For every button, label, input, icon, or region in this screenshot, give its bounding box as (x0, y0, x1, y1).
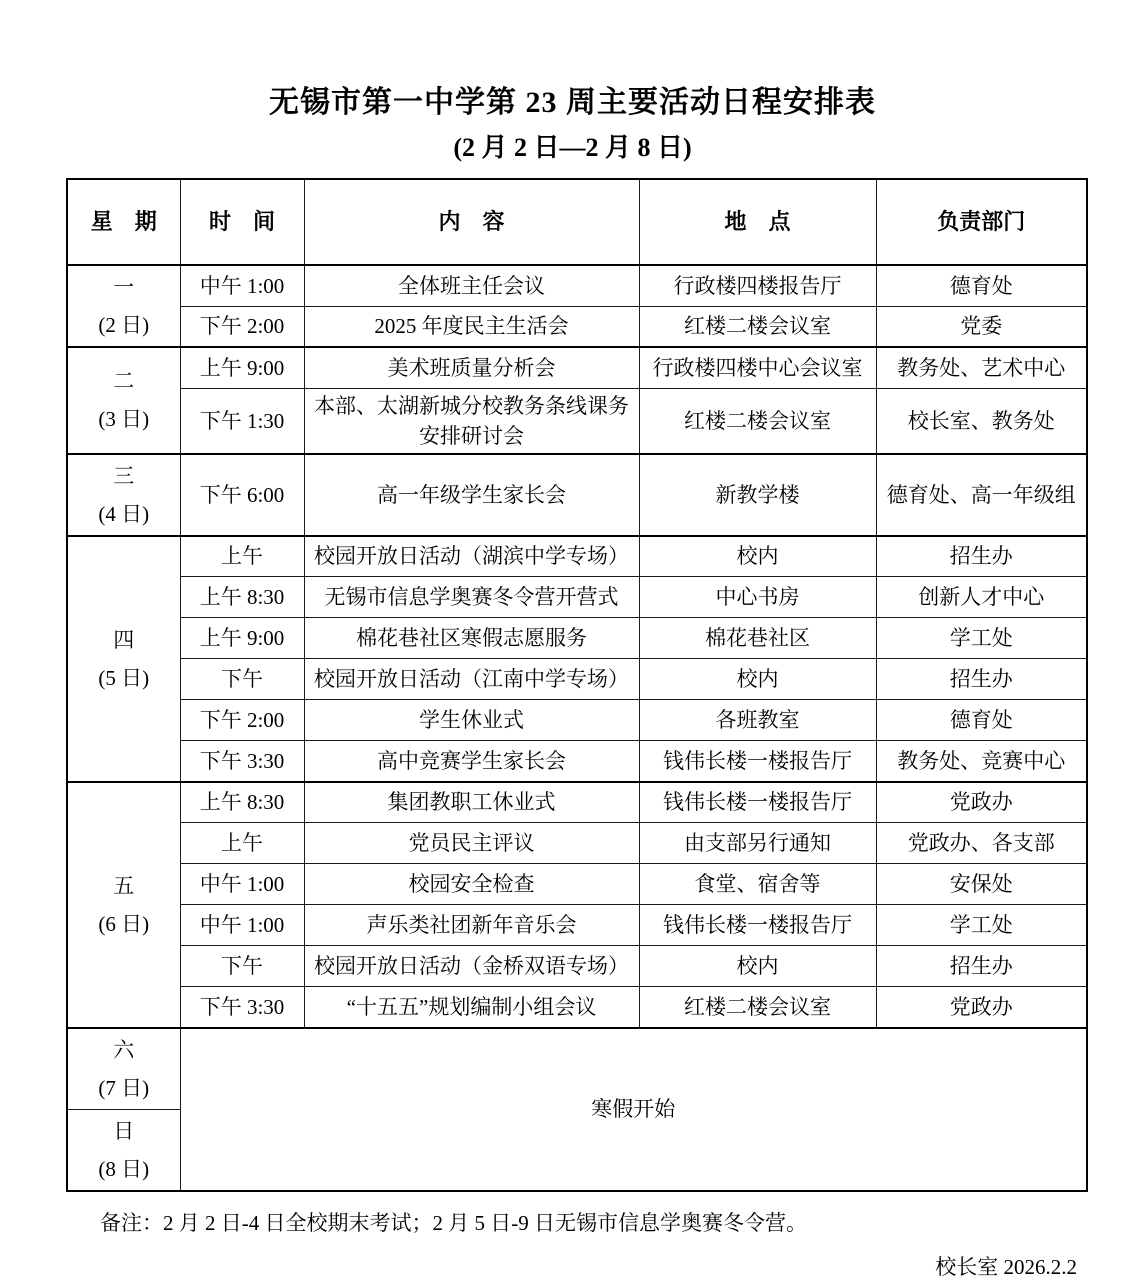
content-cell: 校园开放日活动（金桥双语专场） (304, 946, 639, 987)
department-cell: 德育处、高一年级组 (876, 454, 1087, 536)
content-cell: 集团教职工休业式 (304, 782, 639, 823)
schedule-row (67, 536, 1087, 577)
schedule-row (67, 347, 1087, 388)
schedule-row (67, 618, 1087, 659)
department-cell: 校长室、教务处 (876, 388, 1087, 454)
department-cell: 安保处 (876, 864, 1087, 905)
schedule-row (67, 306, 1087, 347)
day-cell (67, 1109, 180, 1191)
day-cell (67, 536, 180, 782)
department-cell: 招生办 (876, 946, 1087, 987)
department-cell: 德育处 (876, 700, 1087, 741)
day-cell (67, 265, 180, 347)
content-cell: 棉花巷社区寒假志愿服务 (304, 618, 639, 659)
content-cell: 学生休业式 (304, 700, 639, 741)
time-cell: 下午 (180, 946, 304, 987)
location-cell: 钱伟长楼一楼报告厅 (639, 905, 876, 946)
content-cell: 高一年级学生家长会 (304, 454, 639, 536)
day-name: 五 (113, 873, 135, 898)
day-date: (3 日) (98, 407, 150, 432)
content-cell: 无锡市信息学奥赛冬令营开营式 (304, 577, 639, 618)
schedule-row (67, 1028, 1087, 1110)
location-cell: 钱伟长楼一楼报告厅 (639, 782, 876, 823)
schedule-table-body (67, 265, 1087, 1191)
time-cell: 下午 1:30 (180, 388, 304, 454)
time-cell: 上午 9:00 (180, 347, 304, 388)
location-cell: 行政楼四楼中心会议室 (639, 347, 876, 388)
department-cell: 党委 (876, 306, 1087, 347)
department-cell: 党政办、各支部 (876, 823, 1087, 864)
time-cell: 中午 1:00 (180, 864, 304, 905)
schedule-row (67, 388, 1087, 454)
department-cell: 党政办 (876, 782, 1087, 823)
schedule-table-header (67, 179, 1087, 265)
time-cell: 中午 1:00 (180, 265, 304, 306)
time-cell: 下午 3:30 (180, 741, 304, 782)
content-cell: 校园开放日活动（江南中学专场） (304, 659, 639, 700)
content-cell: 校园安全检查 (304, 864, 639, 905)
location-cell: 新教学楼 (639, 454, 876, 536)
day-date: (8 日) (98, 1156, 150, 1181)
day-date: (6 日) (98, 911, 150, 936)
schedule-row (67, 782, 1087, 823)
department-cell: 学工处 (876, 905, 1087, 946)
page-title: 无锡市第一中学第 23 周主要活动日程安排表 (269, 86, 876, 119)
day-cell (67, 782, 180, 1028)
schedule-row (67, 700, 1087, 741)
department-cell: 学工处 (876, 618, 1087, 659)
content-cell: 声乐类社团新年音乐会 (304, 905, 639, 946)
day-name: 二 (113, 369, 135, 394)
location-cell: 由支部另行通知 (639, 823, 876, 864)
header-row (67, 179, 1087, 265)
time-cell: 下午 (180, 659, 304, 700)
col-header-content: 内 容 (304, 179, 639, 265)
location-cell: 校内 (639, 536, 876, 577)
day-cell (67, 454, 180, 536)
signature: 校长室 2026.2.2 (935, 1254, 1077, 1279)
time-cell: 上午 9:00 (180, 618, 304, 659)
location-cell: 红楼二楼会议室 (639, 306, 876, 347)
location-cell: 钱伟长楼一楼报告厅 (639, 741, 876, 782)
day-cell (67, 347, 180, 454)
content-cell: 校园开放日活动（湖滨中学专场） (304, 536, 639, 577)
day-date: (4 日) (98, 501, 150, 526)
schedule-row (67, 265, 1087, 306)
content-cell: 高中竞赛学生家长会 (304, 741, 639, 782)
location-cell: 行政楼四楼报告厅 (639, 265, 876, 306)
day-name: 四 (113, 627, 135, 652)
location-cell: 校内 (639, 659, 876, 700)
content-cell: 本部、太湖新城分校教务条线课务安排研讨会 (304, 388, 639, 454)
time-cell: 上午 (180, 823, 304, 864)
content-cell: “十五五”规划编制小组会议 (304, 987, 639, 1028)
department-cell: 教务处、竞赛中心 (876, 741, 1087, 782)
schedule-row (67, 905, 1087, 946)
time-cell: 上午 (180, 536, 304, 577)
time-cell: 下午 2:00 (180, 700, 304, 741)
schedule-row (67, 454, 1087, 536)
location-cell: 红楼二楼会议室 (639, 388, 876, 454)
location-cell: 各班教室 (639, 700, 876, 741)
schedule-row (67, 823, 1087, 864)
schedule-row (67, 987, 1087, 1028)
time-cell: 下午 3:30 (180, 987, 304, 1028)
time-cell: 上午 8:30 (180, 577, 304, 618)
col-header-week: 星 期 (67, 179, 180, 265)
schedule-table (66, 178, 1088, 1192)
time-cell: 下午 2:00 (180, 306, 304, 347)
day-date: (7 日) (98, 1075, 150, 1100)
location-cell: 红楼二楼会议室 (639, 987, 876, 1028)
department-cell: 教务处、艺术中心 (876, 347, 1087, 388)
day-date: (5 日) (98, 665, 150, 690)
department-cell: 招生办 (876, 659, 1087, 700)
schedule-row (67, 741, 1087, 782)
page-subtitle: (2 月 2 日—2 月 8 日) (453, 133, 692, 162)
time-cell: 中午 1:00 (180, 905, 304, 946)
location-cell: 棉花巷社区 (639, 618, 876, 659)
schedule-row (67, 864, 1087, 905)
schedule-row (67, 577, 1087, 618)
location-cell: 食堂、宿舍等 (639, 864, 876, 905)
location-cell: 校内 (639, 946, 876, 987)
day-name: 一 (113, 275, 135, 299)
department-cell: 招生办 (876, 536, 1087, 577)
content-cell: 美术班质量分析会 (304, 347, 639, 388)
day-date: (2 日) (98, 313, 150, 337)
weekend-content-cell: 寒假开始 (180, 1028, 1087, 1191)
department-cell: 党政办 (876, 987, 1087, 1028)
schedule-row (67, 946, 1087, 987)
department-cell: 创新人才中心 (876, 577, 1087, 618)
col-header-department: 负责部门 (876, 179, 1087, 265)
day-cell (67, 1028, 180, 1110)
col-header-location: 地 点 (639, 179, 876, 265)
col-header-time: 时 间 (180, 179, 304, 265)
department-cell: 德育处 (876, 265, 1087, 306)
time-cell: 上午 8:30 (180, 782, 304, 823)
note: 备注：2 月 2 日-4 日全校期末考试；2 月 5 日-9 日无锡市信息学奥赛冬令营。 (100, 1210, 807, 1235)
schedule-row (67, 659, 1087, 700)
location-cell: 中心书房 (639, 577, 876, 618)
content-cell: 全体班主任会议 (304, 265, 639, 306)
content-cell: 党员民主评议 (304, 823, 639, 864)
time-cell: 下午 6:00 (180, 454, 304, 536)
content-cell: 2025 年度民主生活会 (304, 306, 639, 347)
day-name: 六 (113, 1037, 135, 1062)
day-name: 日 (113, 1118, 135, 1143)
day-name: 三 (113, 463, 135, 488)
